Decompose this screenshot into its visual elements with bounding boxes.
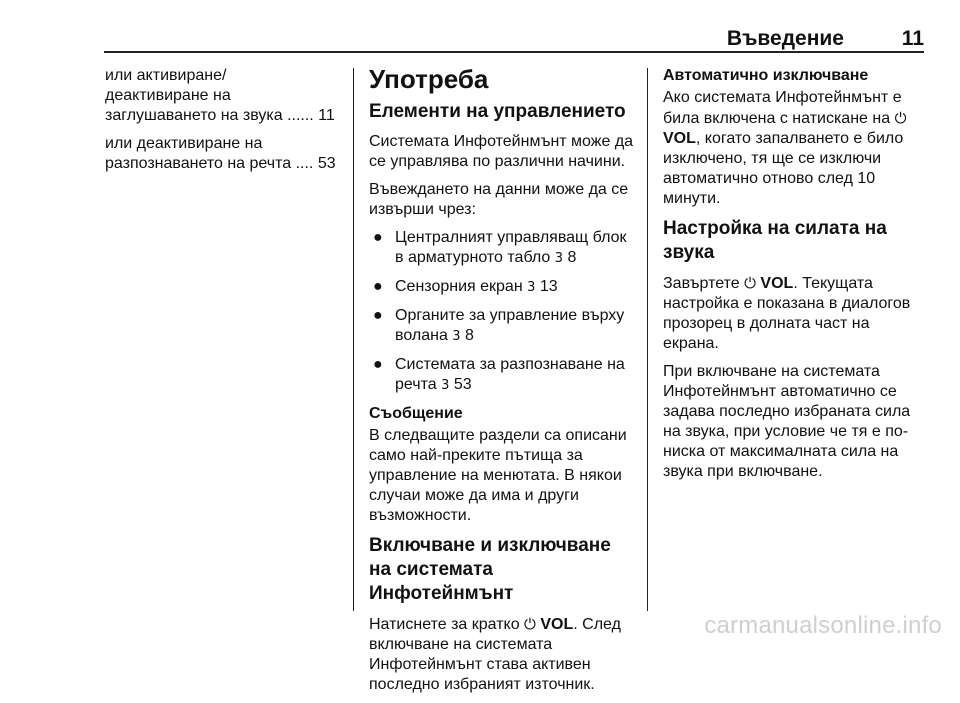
list-item (369, 306, 635, 347)
vol-key-label: VOL (540, 616, 574, 633)
text-span: . Текущата настройка е показана в диалогов прозорец в долната част на екрана. (663, 275, 911, 352)
subsection-title-volume: Настройка на силата на звука (663, 218, 887, 263)
text-span: , когато запалването е било изключено, тя ще се изключи автоматично отново след 10 минути. (663, 130, 904, 207)
power-icon: ⏻ (744, 274, 756, 292)
list-item (369, 277, 635, 298)
text-span: Ако системата Инфотейнмънт е била включена с натискане на (663, 89, 902, 127)
column-1 (105, 66, 341, 182)
column-3 (663, 66, 927, 490)
paragraph: При включване на системата Инфотейнмънт автоматично се задава последно избраната сила на звука, при условие че тя е по-ниска от максималната сила на звука при включване. (663, 363, 911, 480)
toc-line: разпознаването на речта .... 53 (105, 155, 336, 172)
column-2 (369, 66, 635, 703)
toc-line: или деактивиране на (105, 135, 263, 152)
text-span: Натиснете за кратко (369, 616, 520, 633)
list-item-text: Централният управляващ блок в арматурното табло (395, 229, 627, 266)
page-ref[interactable]: 8 (567, 249, 577, 266)
page-ref[interactable]: 53 (453, 376, 472, 393)
column-divider-1 (353, 68, 354, 611)
note-text: В следващите раздели са описани само най-преките пътища за управление на менютата. В някои случаи може да има и други възможности. (369, 427, 627, 524)
page-header (0, 20, 960, 52)
bullet-icon: ● (373, 307, 383, 324)
list-item (369, 355, 635, 396)
subsection-title-power: Включване и изключване на системата Инфотейнмънт (369, 535, 611, 604)
reference-arrow-icon: 3 (441, 378, 450, 393)
toc-line: деактивиране на (105, 87, 231, 104)
power-icon: ⏻ (524, 615, 536, 633)
section-title: Употреба (369, 64, 489, 94)
vol-key-label: VOL (663, 130, 696, 147)
bullet-icon: ● (373, 278, 383, 295)
paragraph (369, 614, 635, 695)
paragraph (663, 88, 927, 209)
header-rule (104, 51, 924, 53)
vol-key-label: VOL (760, 275, 794, 292)
toc-entry-mute (105, 66, 341, 126)
list-item-text: Системата за разпознаване на речта (395, 356, 625, 393)
bullet-icon: ● (373, 229, 383, 246)
page-ref[interactable]: 8 (465, 327, 474, 344)
paragraph: Системата Инфотейнмънт може да се управлява по различни начини. (369, 133, 634, 170)
list-item-text: Органите за управление върху волана (395, 307, 625, 344)
subsection-title-controls: Елементи на управлението (369, 101, 626, 122)
text-span: Завъртете (663, 275, 740, 292)
page-ref[interactable]: 13 (539, 278, 558, 295)
list-item-text: Сензорния екран (395, 278, 523, 295)
toc-line: или активиране/ (105, 67, 227, 84)
page-number: 11 (901, 27, 924, 50)
paragraph: Въвеждането на данни може да се извърши чрез: (369, 181, 629, 218)
reference-arrow-icon: 3 (527, 280, 536, 295)
note-box (369, 404, 635, 526)
list-item (369, 228, 635, 269)
power-icon: ⏻ (894, 109, 907, 127)
bullet-icon: ● (373, 356, 383, 373)
column-divider-2 (647, 68, 648, 611)
note-title: Съобщение (369, 405, 463, 422)
text-span: . След включване на системата Инфотейнмънт става активен последно избраният източник. (369, 616, 621, 693)
auto-off-title: Автоматично изключване (663, 67, 869, 84)
paragraph (663, 273, 927, 354)
chapter-title: Въведение (726, 27, 844, 50)
input-methods-list (369, 228, 635, 396)
toc-line: заглушаването на звука ...... 11 (105, 107, 335, 124)
reference-arrow-icon: 3 (554, 251, 564, 266)
reference-arrow-icon: 3 (452, 329, 461, 344)
watermark: carmanualsonline.info (704, 612, 942, 639)
toc-entry-speech (105, 134, 341, 174)
